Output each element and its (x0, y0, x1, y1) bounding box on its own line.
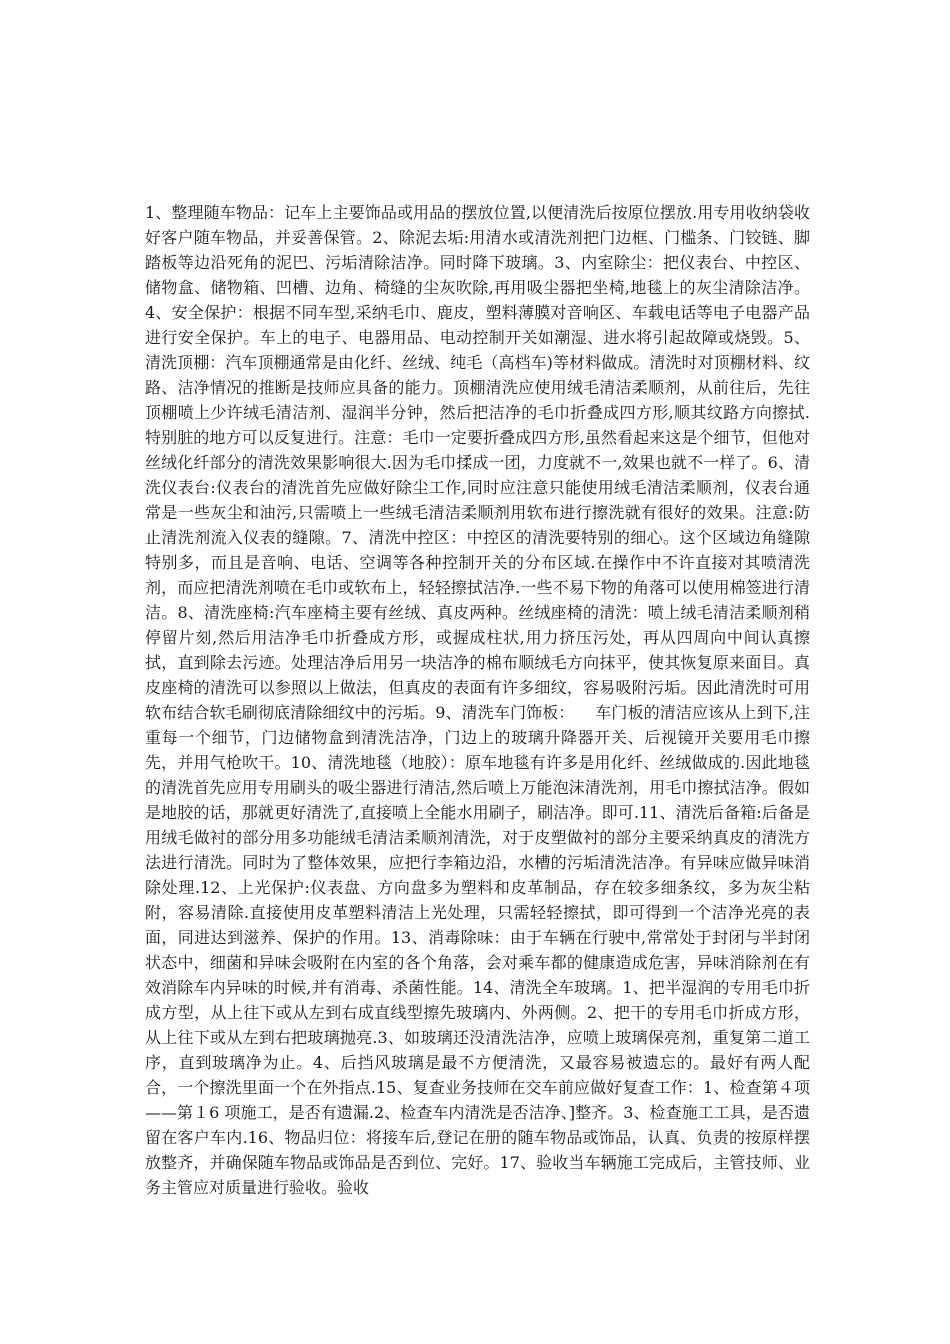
body-paragraph: 1、整理随车物品：记车上主要饰品或用品的摆放位置,以便清洗后按原位摆放.用专用收纳袋收好客户随车物品，并妥善保管。2、除泥去垢:用清水或清洗剂把门边框、门槛条、门铰链、脚踏板等边沿死角的泥巴、污垢清除洁净。同时降下玻璃。3、内室除尘：把仪表台、中控区、储物盒、储物箱、凹槽、边角、椅缝的尘灰吹除,再用吸尘器把坐椅,地毯上的灰尘清除洁净。4、安全保护：根据不同车型,采纳毛巾、鹿皮，塑料薄膜对音响区、车载电话等电子电器产品进行安全保护。车上的电子、电器用品、电动控制开关如潮湿、进水将引起故障或烧毁。5、清洗顶棚：汽车顶棚通常是由化纤、丝绒、纯毛（高档车)等材料做成。清洗时对顶棚材料、纹路、洁净情况的推断是技师应具备的能力。顶棚清洗应使用绒毛清洁柔顺剂，从前往后，先往顶棚喷上少许绒毛清洁剂、湿润半分钟，然后把洁净的毛巾折叠成四方形,顺其纹路方向擦拭.特别脏的地方可以反复进行。注意：毛巾一定要折叠成四方形,虽然看起来这是个细节，但他对丝绒化纤部分的清洗效果影响很大.因为毛巾揉成一团，力度就不一,效果也就不一样了。6、清洗仪表台:仪表台的清洗首先应做好除尘工作,同时应注意只能使用绒毛清洁柔顺剂，仪表台通常是一些灰尘和油污,只需喷上一些绒毛清洁柔顺剂用软布进行擦洗就有很好的效果。注意:防止清洗剂流入仪表的缝隙。7、清洗中控区：中控区的清洗要特别的细心。这个区域边角缝隙特别多，而且是音响、电话、空调等各种控制开关的分布区域.在操作中不许直接对其喷清洗剂，而应把清洗剂喷在毛巾或软布上，轻轻擦拭洁净.一些不易下物的角落可以使用棉签进行清洁。8、清洗座椅:汽车座椅主要有丝绒、真皮两种。丝绒座椅的清洗：喷上绒毛清洁柔顺剂稍停留片刻,然后用洁净毛巾折叠成方形，或握成柱状,用力挤压污处，再从四周向中间认真擦拭，直到除去污迹。处理洁净后用另一块洁净的棉布顺绒毛方向抹平，使其恢复原来面目。真皮座椅的清洗可以参照以上做法，但真皮的表面有许多细纹，容易吸附污垢。因此清洗时可用软布结合软毛刷彻底清除细纹中的污垢。9、清洗车门饰板： 车门板的清洁应该从上到下,注重每一个细节，门边储物盒到清洗洁净，门边上的玻璃升降器开关、后视镜开关要用毛巾擦先，并用气枪吹干。10、清洗地毯（地胶）：原车地毯有许多是用化纤、丝绒做成的.因此地毯的清洗首先应用专用刷头的吸尘器进行清洁,然后喷上万能泡沫清洗剂，用毛巾擦拭洁净。假如是地胶的话，那就更好清洗了,直接喷上全能水用刷子，刷洁净。即可.11、清洗后备箱:后备是用绒毛做衬的部分用多功能绒毛清洁柔顺剂清洗，对于皮塑做衬的部分主要采纳真皮的清洗方法进行清洗。同时为了整体效果，应把行李箱边沿，水槽的污垢清洗洁净。有异味应做异味消除处理.12、上光保护:仪表盘、方向盘多为塑料和皮革制品，存在较多细条纹，多为灰尘粘附，容易清除.直接使用皮革塑料清洁上光处理，只需轻轻擦拭，即可得到一个洁净光亮的表面，同进达到滋养、保护的作用。13、消毒除味：由于车辆在行驶中,常常处于封闭与半封闭状态中，细菌和异味会吸附在内室的各个角落，会对乘车都的健康造成危害，异味消除剂在有效消除车内异味的时候,并有消毒、杀菌性能。14、清洗全车玻璃。1、把半湿润的专用毛巾折成方型，从上往下或从左到右成直线型擦先玻璃内、外两侧。2、把干的专用毛巾折成方形，从上往下或从左到右把玻璃抛亮.3、如玻璃还没清洗洁净，应喷上玻璃保亮剂，重复第二道工序，直到玻璃净为止。4、后挡风玻璃是最不方便清洗，又最容易被遗忘的。最好有两人配合，一个擦洗里面一个在外指点.15、复查业务技师在交车前应做好复查工作：1、检查第４项——第１6 项施工，是否有遗漏.2、检查车内清洗是否洁净、]整齐。3、检查施工工具，是否遗留在客户车内.16、物品归位：将接车后,登记在册的随车物品或饰品，认真、负责的按原样摆放整齐，并确保随车物品或饰品是否到位、完好。17、验收当车辆施工完成后，主管技师、业务主管应对质量进行验收。验收 (145, 203, 810, 1197)
